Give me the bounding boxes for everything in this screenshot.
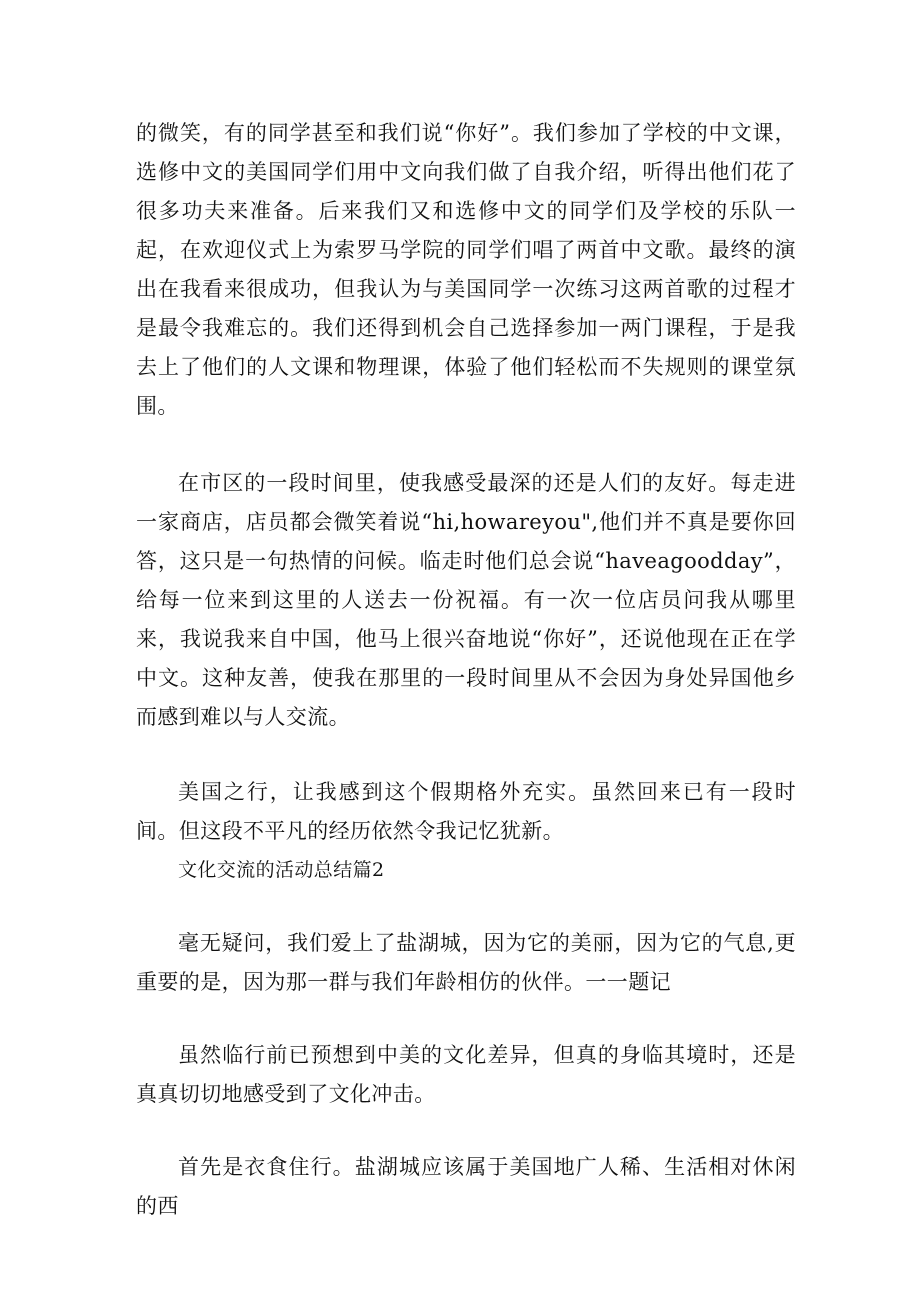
paragraph-city-friendliness: 在市区的一段时间里，使我感受最深的还是人们的友好。每走进一家商店，店员都会微笑着说“hi,howareyou",他们并不真是要你回答，这只是一句热情的问候。临走时他们总会说“haveagoodday”，给每一位来到这里的人送去一份祝福。有一次一位店员问我从哪里来，我说我来自中国，他马上很兴奋地说“你好”，还说他现在正在学中文。这种友善，使我在那里的一段时间里从不会因为身处异国他乡而感到难以与人交流。 xyxy=(136,471,796,729)
paragraph-daily-life: 首先是衣食住行。盐湖城应该属于美国地广人稀、生活相对休闲的西 xyxy=(136,1155,796,1218)
document-page xyxy=(136,114,796,1226)
paragraph-epigraph: 毫无疑问，我们爱上了盐湖城，因为它的美丽，因为它的气息,更重要的是，因为那一群与我们年龄相仿的伙伴。一一题记 xyxy=(136,931,796,994)
paragraph-school-visit: 的微笑，有的同学甚至和我们说“你好”。我们参加了学校的中文课，选修中文的美国同学们用中文向我们做了自我介绍，听得出他们花了很多功夫来准备。后来我们又和选修中文的同学们及学校的乐队一起，在欢迎仪式上为索罗马学院的同学们唱了两首中文歌。最终的演出在我看来很成功，但我认为与美国同学一次练习这两首歌的过程才是最令我难忘的。我们还得到机会自己选择参加一两门课程，于是我去上了他们的人文课和物理课，体验了他们轻松而不失规则的课堂氛围。 xyxy=(136,121,796,418)
paragraph-trip-conclusion: 美国之行，让我感到这个假期格外充实。虽然回来已有一段时间。但这段不平凡的经历依然令我记忆犹新。 xyxy=(136,780,796,843)
section-heading: 文化交流的活动总结篇2 xyxy=(178,859,385,881)
paragraph-culture-shock: 虽然临行前已预想到中美的文化差异，但真的身临其境时，还是真真切切地感受到了文化冲击。 xyxy=(136,1043,796,1106)
